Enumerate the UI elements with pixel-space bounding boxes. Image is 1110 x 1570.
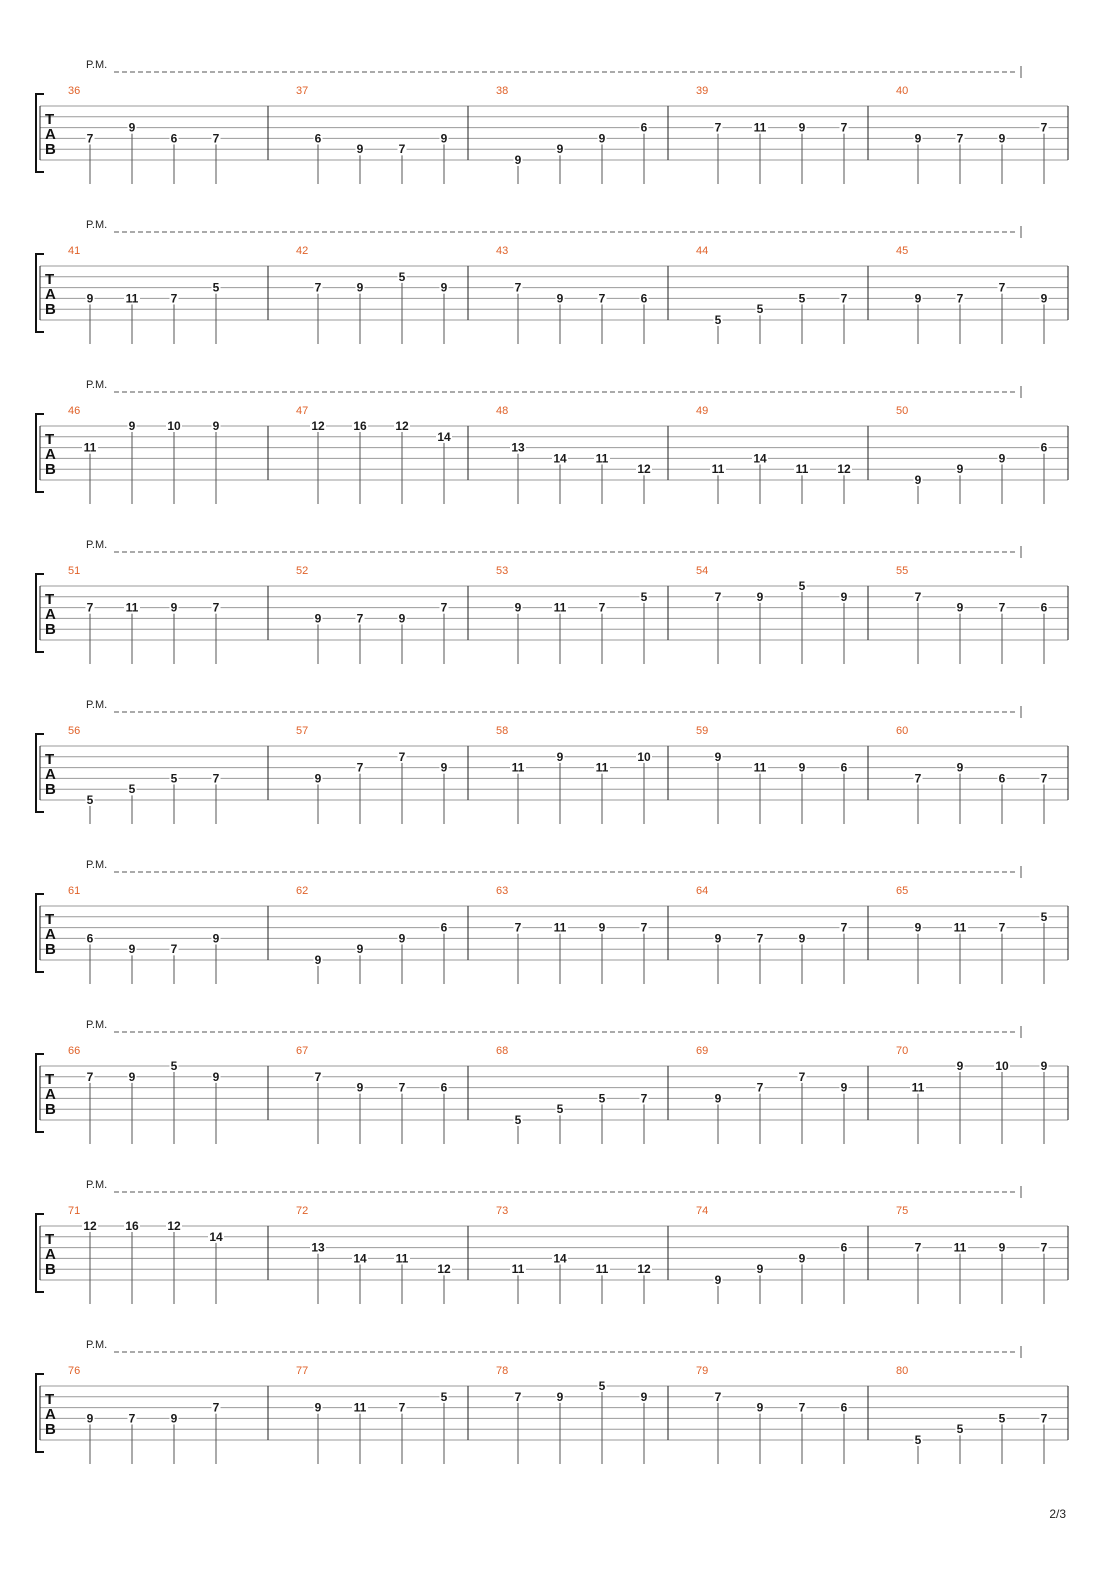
measure-number: 57 [296,725,309,737]
fret-number: 7 [356,611,364,626]
tab-clef-letter: A [45,926,56,943]
fret-number: 7 [514,280,522,295]
measure-number: 46 [68,405,81,417]
measure-number: 76 [68,1365,81,1377]
fret-number: 7 [514,920,522,935]
fret-number: 9 [212,419,220,433]
fret-number: 9 [514,153,522,167]
measure-number: 60 [896,725,909,737]
tab-clef-letter: T [45,111,55,128]
measure-number: 38 [496,85,509,97]
fret-number: 7 [86,131,94,146]
fret-number: 7 [798,1069,806,1084]
fret-number: 9 [128,1069,136,1084]
fret-number: 6 [840,1400,848,1415]
palm-mute-label: P.M. [86,859,108,871]
fret-number: 11 [711,462,725,477]
fret-number: 6 [840,1240,848,1255]
measure-number: 61 [68,885,81,897]
fret-number: 6 [1040,600,1048,615]
fret-number: 9 [956,600,964,615]
fret-number: 9 [640,1389,648,1404]
fret-number: 6 [640,120,648,135]
fret-number: 11 [553,600,567,615]
measure-number: 72 [296,1205,309,1217]
measure-number: 36 [68,85,81,97]
fret-number: 7 [640,1091,648,1106]
fret-number: 9 [128,419,136,433]
fret-number: 5 [398,269,406,284]
fret-number: 12 [437,1262,451,1277]
fret-number: 9 [840,589,848,604]
fret-number: 7 [914,771,922,786]
fret-number: 7 [314,280,322,295]
measure-number: 52 [296,565,309,577]
fret-number: 7 [714,1389,722,1404]
tab-clef-letter: T [45,591,55,608]
fret-number: 13 [311,1240,325,1255]
fret-number: 11 [911,1080,925,1095]
fret-number: 11 [395,1251,409,1266]
fret-number: 7 [714,120,722,135]
fret-number: 6 [440,1080,448,1095]
fret-number: 7 [1040,120,1048,135]
fret-number: 7 [998,600,1006,615]
tab-clef-letter: B [45,941,56,958]
fret-number: 7 [212,600,220,615]
fret-number: 7 [714,589,722,604]
tab-clef-letter: B [45,621,56,638]
measure-number: 80 [896,1365,909,1377]
fret-number: 11 [595,760,609,775]
fret-number: 12 [311,419,325,433]
fret-number: 11 [353,1400,367,1415]
measure-number: 40 [896,85,909,97]
fret-number: 7 [998,280,1006,295]
fret-number: 9 [714,931,722,946]
fret-number: 5 [86,793,94,807]
fret-number: 5 [1040,909,1048,924]
palm-mute-label: P.M. [86,1179,108,1191]
fret-number: 9 [170,600,178,615]
fret-number: 11 [553,920,567,935]
measure-number: 69 [696,1045,709,1057]
tab-system [36,1179,1068,1304]
measure-number: 68 [496,1045,509,1057]
fret-number: 6 [440,920,448,935]
fret-number: 5 [170,1059,178,1073]
fret-number: 11 [753,120,767,135]
tab-system [36,59,1068,184]
fret-number: 7 [640,920,648,935]
fret-number: 7 [398,142,406,157]
fret-number: 9 [914,920,922,935]
fret-number: 9 [756,1400,764,1415]
fret-number: 6 [314,131,322,146]
fret-number: 7 [398,749,406,764]
measure-number: 78 [496,1365,509,1377]
fret-number: 9 [714,1273,722,1287]
fret-number: 9 [798,120,806,135]
fret-number: 9 [212,931,220,946]
fret-number: 9 [914,131,922,146]
fret-number: 7 [956,131,964,146]
fret-number: 12 [395,419,409,433]
measure-number: 64 [696,885,709,897]
fret-number: 9 [914,473,922,487]
tab-clef-letter: A [45,1086,56,1103]
fret-number: 11 [595,451,609,466]
fret-number: 12 [637,1262,651,1277]
fret-number: 9 [914,291,922,306]
measure-number: 43 [496,245,509,257]
fret-number: 5 [598,1379,606,1393]
fret-number: 7 [212,771,220,786]
fret-number: 9 [440,131,448,146]
fret-number: 7 [1040,1240,1048,1255]
fret-number: 13 [511,440,525,455]
fret-number: 10 [167,419,181,433]
measure-number: 67 [296,1045,309,1057]
palm-mute-label: P.M. [86,379,108,391]
measure-number: 47 [296,405,309,417]
fret-number: 9 [356,280,364,295]
measure-number: 45 [896,245,909,257]
fret-number: 9 [86,291,94,306]
tab-clef-letter: A [45,1246,56,1263]
fret-number: 6 [86,931,94,946]
tab-clef-letter: B [45,1421,56,1438]
fret-number: 5 [170,771,178,786]
measure-number: 39 [696,85,709,97]
fret-number: 9 [756,1262,764,1277]
fret-number: 14 [753,451,767,466]
fret-number: 11 [953,920,967,935]
measure-number: 37 [296,85,309,97]
fret-number: 7 [756,1080,764,1095]
fret-number: 11 [595,1262,609,1277]
fret-number: 7 [440,600,448,615]
tab-clef-letter: B [45,141,56,158]
fret-number: 9 [756,589,764,604]
fret-number: 7 [128,1411,136,1426]
fret-number: 14 [209,1229,223,1244]
tab-system [36,1339,1068,1464]
fret-number: 7 [914,589,922,604]
measure-number: 56 [68,725,81,737]
fret-number: 7 [1040,771,1048,786]
fret-number: 9 [356,1080,364,1095]
fret-number: 7 [86,600,94,615]
fret-number: 14 [553,1251,567,1266]
fret-number: 5 [514,1113,522,1127]
measure-number: 75 [896,1205,909,1217]
fret-number: 10 [637,749,651,764]
fret-number: 5 [956,1422,964,1437]
measure-number: 55 [896,565,909,577]
tab-clef-letter: B [45,461,56,478]
page-number: 2/3 [1049,1507,1066,1521]
fret-number: 7 [1040,1411,1048,1426]
fret-number: 6 [998,771,1006,786]
measure-number: 70 [896,1045,909,1057]
fret-number: 9 [798,760,806,775]
tab-clef-letter: B [45,1101,56,1118]
fret-number: 7 [840,920,848,935]
fret-number: 12 [837,462,851,477]
fret-number: 9 [556,749,564,764]
tab-system [36,699,1068,824]
fret-number: 7 [914,1240,922,1255]
fret-number: 7 [170,942,178,957]
fret-number: 5 [798,579,806,593]
fret-number: 5 [128,782,136,797]
fret-number: 9 [998,451,1006,466]
fret-number: 12 [637,462,651,477]
measure-number: 49 [696,405,709,417]
palm-mute-label: P.M. [86,1019,108,1031]
fret-number: 7 [956,291,964,306]
fret-number: 16 [125,1219,139,1233]
fret-number: 14 [553,451,567,466]
fret-number: 9 [956,1059,964,1073]
fret-number: 9 [356,942,364,957]
tab-clef-letter: B [45,1261,56,1278]
fret-number: 11 [83,440,97,455]
tab-system [36,379,1068,504]
fret-number: 11 [125,291,139,306]
palm-mute-label: P.M. [86,59,108,71]
tab-clef-letter: A [45,766,56,783]
measure-number: 53 [496,565,509,577]
fret-number: 9 [356,142,364,157]
fret-number: 9 [598,920,606,935]
fret-number: 9 [798,1251,806,1266]
palm-mute-label: P.M. [86,219,108,231]
fret-number: 9 [398,931,406,946]
fret-number: 7 [998,920,1006,935]
tab-clef-letter: A [45,286,56,303]
measure-number: 65 [896,885,909,897]
fret-number: 9 [956,760,964,775]
fret-number: 16 [353,419,367,433]
measure-number: 54 [696,565,709,577]
fret-number: 7 [398,1400,406,1415]
palm-mute-label: P.M. [86,1339,108,1351]
fret-number: 5 [714,313,722,327]
fret-number: 7 [314,1069,322,1084]
fret-number: 9 [598,131,606,146]
tab-clef-letter: B [45,301,56,318]
fret-number: 6 [1040,440,1048,455]
fret-number: 9 [314,1400,322,1415]
measure-number: 66 [68,1045,81,1057]
palm-mute-label: P.M. [86,539,108,551]
tab-clef-letter: T [45,911,55,928]
fret-number: 5 [998,1411,1006,1426]
fret-number: 9 [398,611,406,626]
fret-number: 9 [314,771,322,786]
fret-number: 9 [514,600,522,615]
fret-number: 9 [956,462,964,477]
fret-number: 7 [398,1080,406,1095]
fret-number: 9 [556,1389,564,1404]
fret-number: 7 [212,1400,220,1415]
measure-number: 58 [496,725,509,737]
measure-number: 42 [296,245,309,257]
fret-number: 7 [840,291,848,306]
tab-system [36,1019,1068,1144]
tab-clef-letter: A [45,446,56,463]
measure-number: 63 [496,885,509,897]
fret-number: 9 [170,1411,178,1426]
fret-number: 5 [212,280,220,295]
fret-number: 5 [914,1433,922,1447]
fret-number: 6 [170,131,178,146]
fret-number: 11 [753,760,767,775]
fret-number: 9 [314,953,322,967]
fret-number: 5 [640,589,648,604]
tab-clef-letter: T [45,1391,55,1408]
fret-number: 7 [798,1400,806,1415]
fret-number: 14 [437,429,451,444]
tab-clef-letter: A [45,126,56,143]
fret-number: 11 [511,1262,525,1277]
fret-number: 9 [440,280,448,295]
palm-mute-label: P.M. [86,699,108,711]
fret-number: 9 [1040,1059,1048,1073]
tab-clef-letter: T [45,751,55,768]
fret-number: 11 [511,760,525,775]
measure-number: 44 [696,245,709,257]
fret-number: 7 [598,291,606,306]
measure-number: 62 [296,885,309,897]
fret-number: 7 [212,131,220,146]
fret-number: 7 [598,600,606,615]
fret-number: 9 [556,291,564,306]
fret-number: 12 [83,1219,97,1233]
measure-number: 50 [896,405,909,417]
fret-number: 9 [212,1069,220,1084]
fret-number: 9 [1040,291,1048,306]
tab-clef-letter: T [45,1071,55,1088]
fret-number: 12 [167,1219,181,1233]
measure-number: 48 [496,405,509,417]
tab-clef-letter: T [45,431,55,448]
tab-clef-letter: A [45,606,56,623]
fret-number: 11 [125,600,139,615]
fret-number: 9 [998,1240,1006,1255]
fret-number: 9 [86,1411,94,1426]
tab-clef-letter: B [45,781,56,798]
tab-system [36,539,1068,664]
tab-system [36,859,1068,984]
tab-clef-letter: T [45,271,55,288]
fret-number: 9 [714,749,722,764]
fret-number: 10 [995,1059,1009,1073]
fret-number: 5 [756,302,764,317]
fret-number: 5 [798,291,806,306]
fret-number: 11 [953,1240,967,1255]
fret-number: 9 [128,120,136,135]
fret-number: 7 [514,1389,522,1404]
fret-number: 7 [170,291,178,306]
fret-number: 5 [556,1102,564,1117]
fret-number: 5 [440,1389,448,1404]
measure-number: 77 [296,1365,309,1377]
fret-number: 9 [314,611,322,626]
fret-number: 9 [798,931,806,946]
fret-number: 7 [356,760,364,775]
fret-number: 7 [86,1069,94,1084]
measure-number: 59 [696,725,709,737]
tab-system [36,219,1068,344]
fret-number: 14 [353,1251,367,1266]
measure-number: 51 [68,565,81,577]
fret-number: 7 [840,120,848,135]
fret-number: 9 [840,1080,848,1095]
fret-number: 9 [998,131,1006,146]
measure-number: 79 [696,1365,709,1377]
fret-number: 6 [640,291,648,306]
measure-number: 71 [68,1205,81,1217]
fret-number: 7 [756,931,764,946]
fret-number: 6 [840,760,848,775]
measure-number: 73 [496,1205,509,1217]
fret-number: 9 [556,142,564,157]
fret-number: 5 [598,1091,606,1106]
tab-clef-letter: A [45,1406,56,1423]
tab-clef-letter: T [45,1231,55,1248]
fret-number: 9 [128,942,136,957]
fret-number: 9 [714,1091,722,1106]
measure-number: 41 [68,245,81,257]
fret-number: 11 [795,462,809,477]
fret-number: 9 [440,760,448,775]
measure-number: 74 [696,1205,709,1217]
